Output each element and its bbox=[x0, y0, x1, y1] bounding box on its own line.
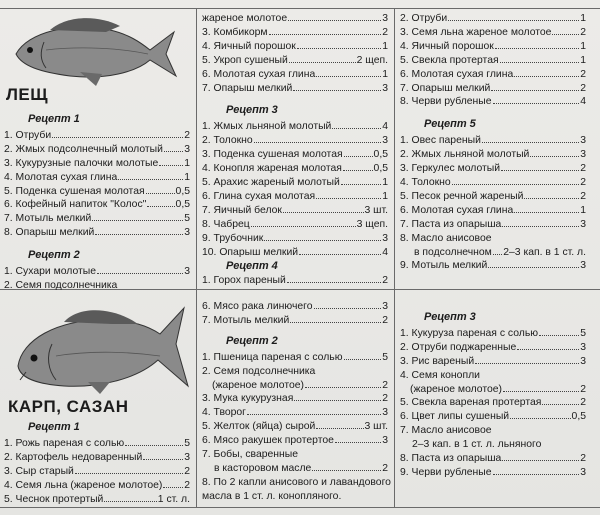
list-item: 5. Чеснок протертый 1 ст. л. bbox=[4, 493, 190, 505]
list-item: 10. Опарыш мелкий 4 bbox=[202, 246, 388, 258]
list-item: 5. Свекла протертая 1 bbox=[400, 54, 586, 66]
list-item: 2. Жмых подсолнечный молотый 3 bbox=[4, 143, 190, 155]
list-item: 4. Семя конопли bbox=[400, 369, 480, 381]
list-item: 4. Толокно 2 bbox=[400, 176, 586, 188]
divider-top bbox=[0, 8, 600, 9]
list-item: 2. Картофель недоваренный 3 bbox=[4, 451, 190, 463]
list-item: 1. Рожь пареная с солью 5 bbox=[4, 437, 190, 449]
list-item: 6. Молотая сухая глина 1 bbox=[400, 204, 586, 216]
list-item: 3. Рис вареный 3 bbox=[400, 355, 586, 367]
carp-col1 bbox=[4, 416, 190, 506]
bream-col2 bbox=[202, 12, 388, 288]
recipe-heading: Рецепт 2 bbox=[28, 249, 80, 262]
list-item: 6. Молотая сухая глина 2 bbox=[400, 68, 586, 80]
list-item: 4. Семя льна (жареное молотое) 2 bbox=[4, 479, 190, 491]
recipe-heading: Рецепт 3 bbox=[226, 104, 278, 117]
list-item: 7. Мотыль мелкий 2 bbox=[202, 314, 388, 326]
list-item: 1. Жмых льняной молотый 4 bbox=[202, 121, 388, 133]
list-item: 5. Поденка сушеная молотая 0,5 bbox=[4, 185, 190, 197]
list-item: 9. Трубочник 3 bbox=[202, 232, 388, 244]
list-item: в подсолнечном 2–3 кап. в 1 ст. л. bbox=[414, 246, 586, 258]
list-item: 3. Кукурузные палочки молотые 1 bbox=[4, 157, 190, 169]
list-item: 4. Яичный порошок 1 bbox=[400, 40, 586, 52]
list-item: 5. Песок речной жареный 2 bbox=[400, 190, 586, 202]
list-item: (жареное молотое) 2 bbox=[410, 383, 586, 395]
list-item: 7. Паста из опарыша 3 bbox=[400, 218, 586, 230]
carp-col2 bbox=[202, 300, 391, 504]
list-item: 6. Мясо рака линючего 3 bbox=[202, 301, 388, 312]
list-item: 2. Семя подсолнечника bbox=[4, 279, 118, 291]
list-item: 2. Отруби 1 bbox=[400, 13, 586, 24]
list-item: жареное молотое 3 bbox=[202, 13, 388, 24]
list-item: 9. Мотыль мелкий 3 bbox=[400, 260, 586, 272]
list-item: 2. Жмых льняной молотый 3 bbox=[400, 149, 586, 161]
list-item: 4. Творог 3 bbox=[202, 407, 388, 419]
list-item: 1. Кукуруза пареная с солью 5 bbox=[400, 327, 586, 339]
list-item: 3. Сыр старый 2 bbox=[4, 465, 190, 477]
list-item: 8. Черви рубленые 4 bbox=[400, 96, 586, 108]
recipe-heading: Рецепт 5 bbox=[424, 118, 476, 131]
list-item: 2. Отруби поджаренные 3 bbox=[400, 341, 586, 353]
list-item: 4. Конопля жареная молотая 0,5 bbox=[202, 163, 388, 175]
list-item: в касторовом масле 2 bbox=[214, 462, 388, 474]
list-item: 6. Цвет липы сушеный 0,5 bbox=[400, 411, 586, 423]
list-item: 6. Глина сухая молотая 1 bbox=[202, 190, 388, 202]
carp-fish-illustration bbox=[12, 296, 192, 396]
list-item: 3. Семя льна жареное молотое 2 bbox=[400, 26, 586, 38]
list-item: 8. Паста из опарыша 2 bbox=[400, 453, 586, 465]
recipe-heading: Рецепт 1 bbox=[28, 113, 80, 125]
list-item: 5. Желток (яйца) сырой 3 шт. bbox=[202, 421, 388, 433]
recipe-heading: Рецепт 1 bbox=[28, 421, 80, 433]
list-item: 7. Опарыш мелкий 3 bbox=[202, 82, 388, 94]
list-item: 8. Чабрец 3 щеп. bbox=[202, 218, 388, 230]
list-item: 9. Черви рубленые 3 bbox=[400, 466, 586, 478]
list-item: 8. Опарыш мелкий 3 bbox=[4, 227, 190, 239]
list-item: 5. Арахис жареный молотый 1 bbox=[202, 176, 388, 188]
list-item: 2. Толокно 3 bbox=[202, 135, 388, 147]
list-item: 4. Молотая сухая глина 1 bbox=[4, 171, 190, 183]
list-item: 6. Кофейный напиток "Колос" 0,5 bbox=[4, 199, 190, 211]
list-item: 7. Масло анисовое bbox=[400, 425, 492, 437]
list-item: 1. Сухари молотые 3 bbox=[4, 266, 190, 278]
bream-fish-illustration bbox=[10, 10, 180, 90]
list-item: 2–3 кап. в 1 ст. л. льняного bbox=[412, 439, 542, 451]
list-item: 7. Яичный белок 3 шт. bbox=[202, 204, 388, 216]
divider-col2 bbox=[394, 8, 395, 507]
list-item: масла в 1 ст. л. конопляного. bbox=[202, 490, 342, 502]
bream-col1 bbox=[4, 108, 190, 293]
divider-bottom bbox=[0, 507, 600, 508]
bream-col3 bbox=[400, 12, 586, 273]
list-item: 2. Семя подсолнечника bbox=[202, 365, 316, 377]
list-item: 5. Свекла вареная протертая 2 bbox=[400, 397, 586, 409]
list-item: 3. Комбикорм 2 bbox=[202, 26, 388, 38]
list-item: 8. Масло анисовое bbox=[400, 232, 492, 244]
recipe-heading: Рецепт 2 bbox=[226, 334, 278, 347]
list-item: 6. Мясо ракушек протертое 3 bbox=[202, 435, 388, 447]
carp-col3 bbox=[400, 306, 586, 480]
recipe-heading: Рецепт 4 bbox=[226, 260, 278, 273]
carp-title: КАРП, САЗАН bbox=[8, 397, 129, 416]
list-item: 3. Мука кукурузная 2 bbox=[202, 393, 388, 405]
list-item: 4. Яичный порошок 1 bbox=[202, 40, 388, 52]
bream-title: ЛЕЩ bbox=[6, 85, 49, 104]
list-item: (жареное молотое) 2 bbox=[212, 379, 388, 391]
list-item: 7. Бобы, сваренные bbox=[202, 449, 299, 461]
list-item: 1. Горох пареный 2 bbox=[202, 275, 388, 287]
list-item: 1. Овес пареный 3 bbox=[400, 135, 586, 147]
list-item: 5. Укроп сушеный 2 щеп. bbox=[202, 54, 388, 66]
list-item: 3. Геркулес молотый 2 bbox=[400, 163, 586, 175]
list-item: 8. По 2 капли анисового и лавандового bbox=[202, 476, 391, 488]
list-item: 7. Опарыш мелкий 2 bbox=[400, 82, 586, 94]
divider-col1 bbox=[196, 8, 197, 507]
list-item: 6. Молотая сухая глина 1 bbox=[202, 68, 388, 80]
list-item: 1. Пшеница пареная с солью 5 bbox=[202, 351, 388, 363]
list-item: 3. Поденка сушеная молотая 0,5 bbox=[202, 149, 388, 161]
list-item: 7. Мотыль мелкий 5 bbox=[4, 213, 190, 225]
recipe-heading: Рецепт 3 bbox=[424, 311, 476, 323]
list-item: 1. Отруби 2 bbox=[4, 129, 190, 141]
